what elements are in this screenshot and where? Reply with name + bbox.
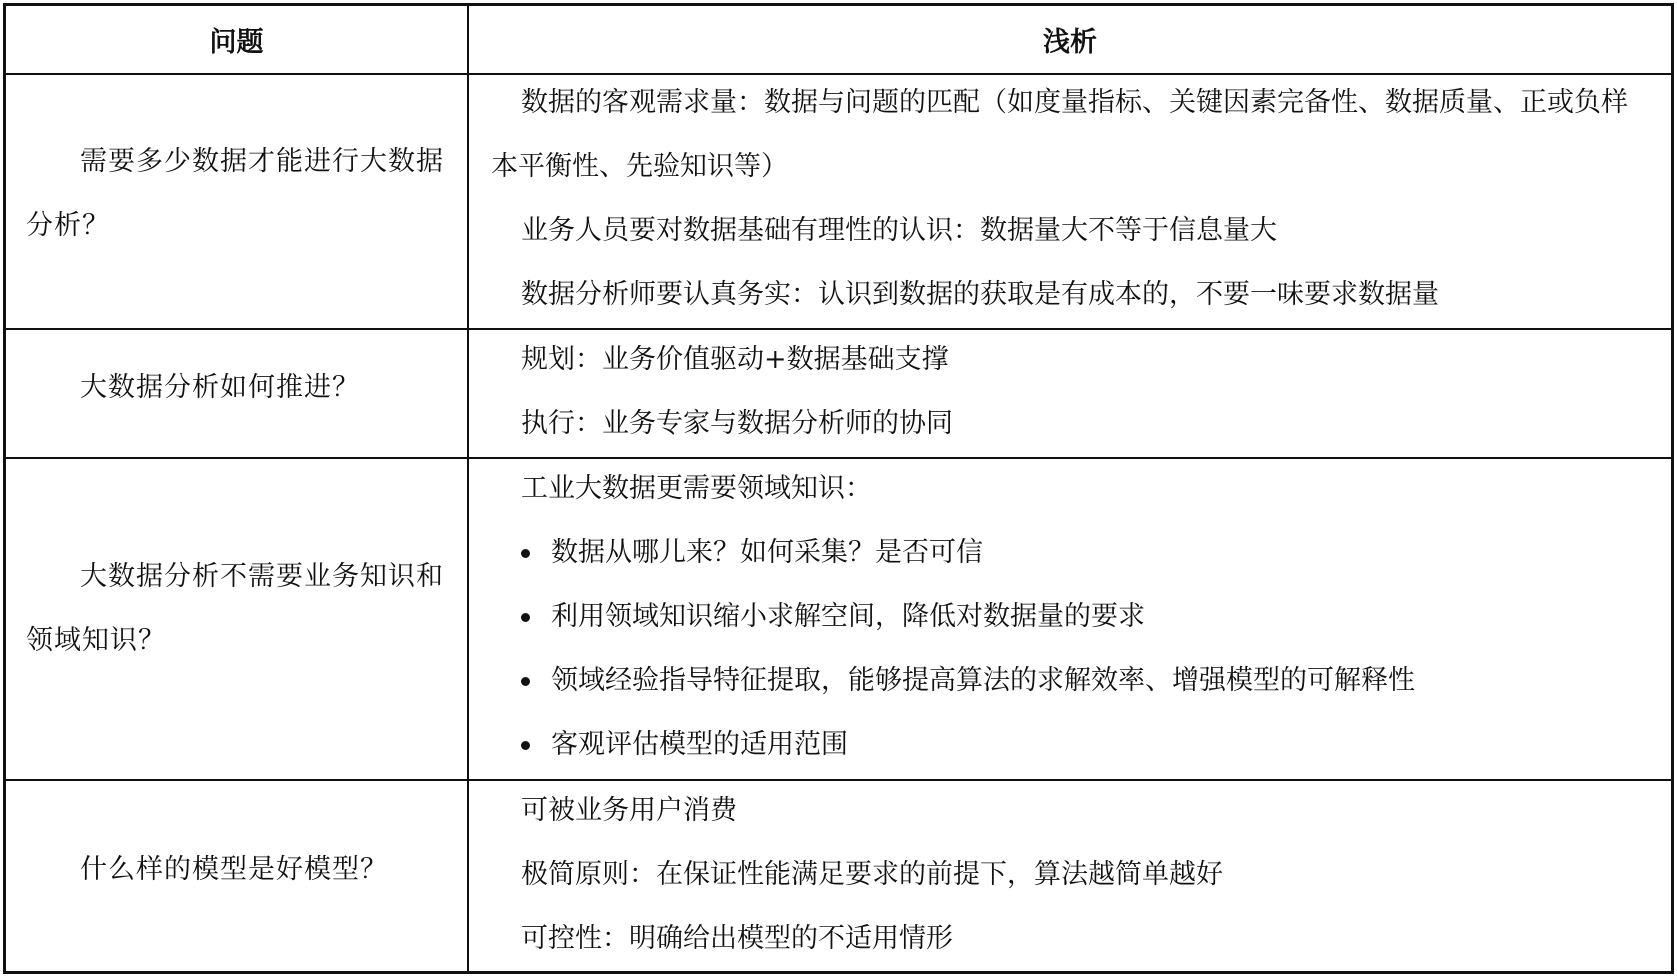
question-cell (6, 75, 469, 328)
question-cell (6, 330, 469, 457)
analysis-line: 执行：业务专家与数据分析师的协同 (521, 408, 953, 439)
analysis-line: 数据分析师要认真务实：认识到数据的获取是有成本的，不要一味要求数据量 (521, 279, 1439, 310)
bullet-item: 领域经验指导特征提取，能够提高算法的求解效率、增强模型的可解释性 (491, 649, 1653, 713)
question-text: 什么样的模型是好模型？ (80, 854, 388, 885)
question-cell (6, 781, 469, 971)
question-cell (6, 459, 469, 779)
analysis-line: 可被业务用户消费 (521, 795, 737, 826)
bullet-dot-icon (521, 741, 530, 750)
bullet-item: 客观评估模型的适用范围 (491, 713, 1653, 777)
header-question: 问题 (6, 6, 469, 73)
analysis-line: 极简原则：在保证性能满足要求的前提下，算法越简单越好 (521, 859, 1223, 890)
table-row (6, 457, 1671, 779)
analysis-line: 工业大数据更需要领域知识： (521, 473, 872, 504)
qa-table (3, 3, 1674, 974)
question-text: 需要多少数据才能进行大数据分析？ (26, 146, 444, 241)
bullet-item: 数据从哪儿来？如何采集？是否可信 (491, 521, 1653, 585)
bullet-dot-icon (521, 549, 530, 558)
table-row (6, 779, 1671, 971)
table-header-row (6, 6, 1671, 73)
table-row (6, 73, 1671, 328)
analysis-cell (469, 459, 1671, 779)
analysis-cell (469, 75, 1671, 328)
question-text: 大数据分析如何推进？ (80, 372, 360, 403)
analysis-line: 可控性：明确给出模型的不适用情形 (521, 923, 953, 954)
analysis-line: 业务人员要对数据基础有理性的认识：数据量大不等于信息量大 (521, 215, 1277, 246)
table-row (6, 328, 1671, 457)
bullet-item: 利用领域知识缩小求解空间，降低对数据量的要求 (491, 585, 1653, 649)
analysis-cell (469, 330, 1671, 457)
analysis-cell (469, 781, 1671, 971)
bullet-dot-icon (521, 613, 530, 622)
bullet-dot-icon (521, 677, 530, 686)
question-text: 大数据分析不需要业务知识和领域知识？ (26, 561, 444, 656)
analysis-line: 数据的客观需求量：数据与问题的匹配（如度量指标、关键因素完备性、数据质量、正或负样本平衡性、先验知识等） (491, 87, 1628, 182)
analysis-line: 规划：业务价值驱动+数据基础支撑 (521, 344, 949, 375)
header-analysis: 浅析 (1043, 27, 1097, 58)
